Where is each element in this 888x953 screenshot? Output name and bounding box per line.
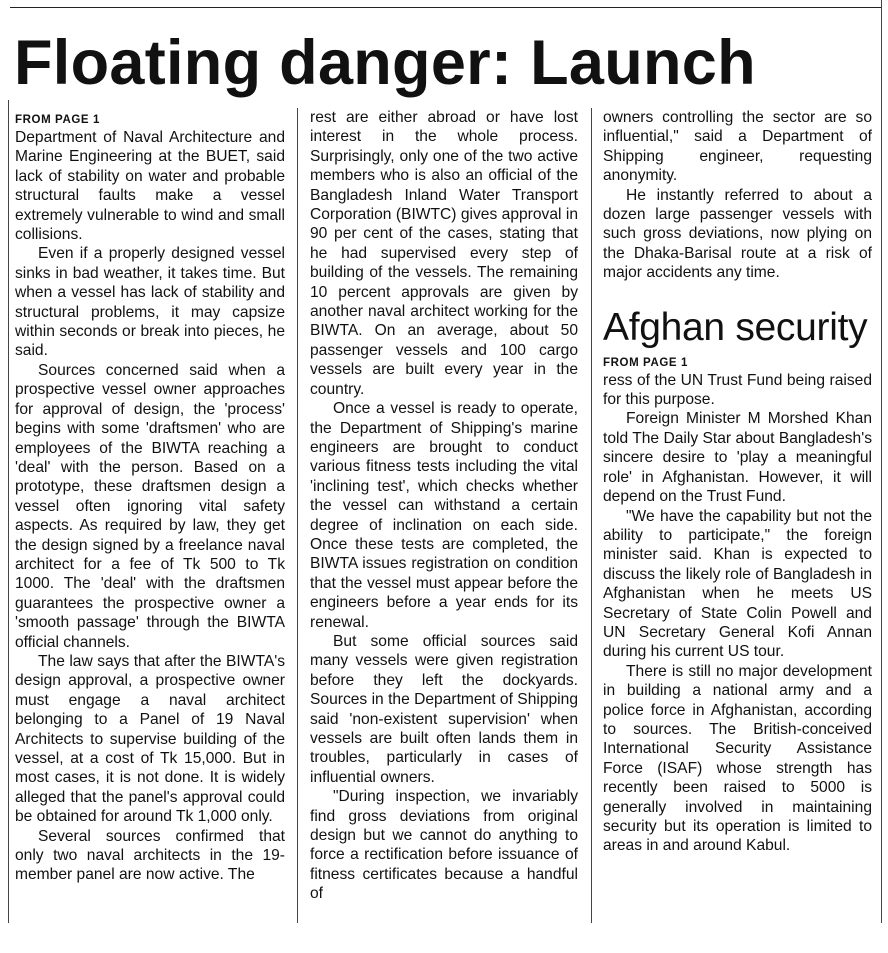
headline: Floating danger: Launch [14, 28, 756, 98]
from-page-label: FROM PAGE 1 [603, 356, 688, 369]
paragraph: "We have the capability but not the ability to participate," the foreign minister said. Khan is expected to discuss the likely role of Bangladesh in Afghanistan when he meets US Secretary of State Colin Powell and UN Secretary General Kofi Annan during his current US tour. [603, 507, 872, 661]
right-border [881, 0, 882, 923]
paragraph: But some official sources said many vessels were given registration before they left the dockyards. Sources in the Department of Shipping said 'non-existent supervision' when vessels are built often lands them in troubles, particularly in cases of influential owners. [310, 632, 578, 786]
article-column-2 [310, 108, 578, 943]
article-column-3 [603, 108, 872, 943]
column-rule-2 [591, 108, 592, 923]
from-page-label: FROM PAGE 1 [15, 114, 100, 126]
paragraph: Even if a properly designed vessel sinks in bad weather, it takes time. But when a vessel has lack of stability and structural problems, it may capsize within seconds or break into pieces, he said. [15, 245, 285, 360]
column-rule-1 [297, 108, 298, 923]
article-column-1 [15, 108, 285, 943]
paragraph: rest are either abroad or have lost interest in the whole process. Surprisingly, only one of the two active members who is also an official of the Bangladesh Inland Water Transport Corporation (BIWTC) gives approval in 90 per cent of the cases, stating that he had supervised every step of building of the vessels. The remaining 10 percent approvals are given by another naval architect working for the BIWTA. On an average, about 50 passenger vessels and 100 cargo vessels are built every year in the country. [310, 109, 578, 398]
paragraph: ress of the UN Trust Fund being raised for this purpose. [603, 371, 872, 409]
paragraph: There is still no major development in building a national army and a police force in Afghanistan, according to sources. The British-conceived International Security Assistance Force (ISAF) whose strength has recently been raised to 5000 is generally involved in maintaining security but its operation is limited to areas in and around Kabul. [603, 662, 872, 855]
paragraph: owners controlling the sector are so influential," said a Department of Shipping engineer, requesting anonymity. [603, 109, 872, 185]
paragraph: Foreign Minister M Morshed Khan told The Daily Star about Bangladesh's sincere desire to 'play a meaningful role' in Afghanistan. However, it will depend on the Trust Fund. [603, 410, 872, 506]
paragraph: Sources concerned said when a prospective vessel owner approaches for approval of design, the 'process' begins with some 'draftsmen' who are employees of the BIWTA reaching a 'deal' with the person. Based on a prototype, these draftsmen design a vessel often ignoring vital safety aspects. As required by law, they get the design signed by a freelance naval architect for a fee of Tk 500 to Tk 1000. The 'deal' with the draftsmen guarantees the prospective owner a 'smooth passage' through the BIWTA official channels. [15, 361, 285, 651]
paragraph: Several sources confirmed that only two naval architects in the 19-member panel are now active. The [15, 827, 285, 884]
top-rule [10, 7, 882, 8]
paragraph: Once a vessel is ready to operate, the Department of Shipping's marine engineers are brought to conduct various fitness tests including the vital 'inclining test', which checks whether the vessel can withstand a certain degree of inclination on each side. Once these tests are completed, the BIWTA issues registration on condition that the vessel must appear before the engineers before a year ends for its renewal. [310, 400, 578, 631]
paragraph: He instantly referred to about a dozen large passenger vessels with such gross deviations, now plying on the Dhaka-Barisal route at a risk of major accidents any time. [603, 186, 872, 282]
paragraph: The law says that after the BIWTA's design approval, a prospective owner must engage a naval architect belonging to a Panel of 19 Naval Architects to supervise building of the vessel, at a cost of Tk 15,000. But in most cases, it is not done. It is widely alleged that the panel's approval could be obtained for around Tk 1,000 only. [15, 652, 285, 826]
paragraph: "During inspection, we invariably find gross deviations from original design but we cannot do anything to force a rectification before issuance of fitness certificates because a handful of [310, 788, 578, 903]
left-border [8, 100, 9, 923]
afghan-security-headline: Afghan security [603, 305, 868, 349]
paragraph: Department of Naval Architecture and Marine Engineering at the BUET, said lack of stability on water and probable structural faults make a vessel extremely vulnerable to wind and small collisions. [15, 129, 285, 244]
